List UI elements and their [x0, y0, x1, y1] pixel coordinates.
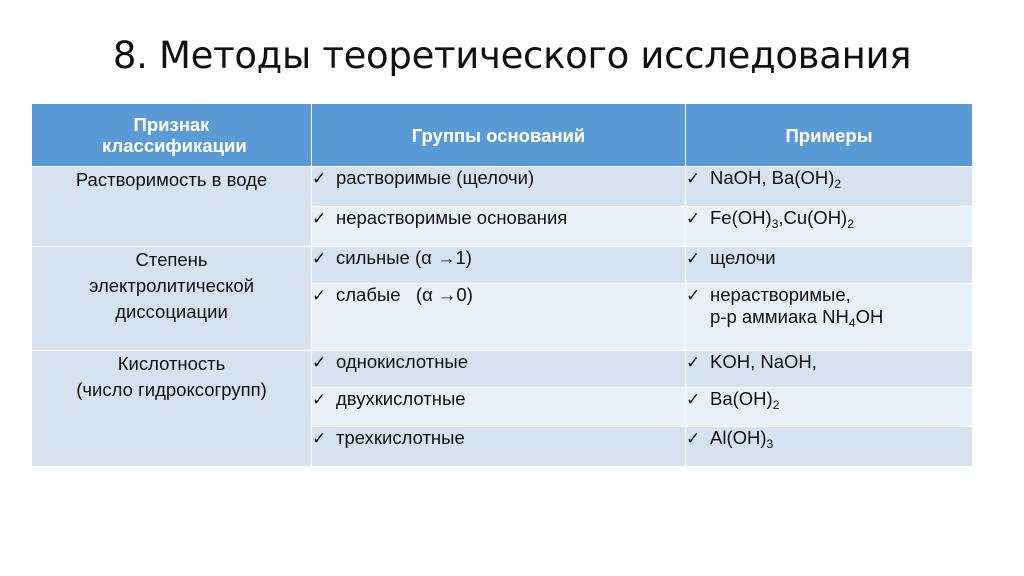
header-examples: Примеры [686, 104, 973, 167]
checkmark-icon: ✓ [686, 390, 701, 409]
checkmark-icon: ✓ [686, 249, 701, 268]
example-text: Al(OH) [710, 427, 767, 448]
example-text: OH [855, 306, 884, 327]
example-cell [686, 247, 973, 284]
criterion-line: диссоциации [115, 301, 228, 322]
criterion-line: электролитической [88, 275, 255, 296]
criterion-line: (число гидроксогрупп) [76, 379, 267, 400]
checkmark-icon: ✓ [686, 169, 701, 188]
example-subscript: 2 [772, 398, 780, 412]
example-text: KOH, NaOH, [710, 351, 817, 372]
checkmark-icon: ✓ [312, 209, 327, 228]
example-text: нерастворимые, [710, 284, 851, 305]
group-text: слабые (α →0) [336, 284, 473, 305]
example-cell [686, 427, 973, 467]
example-subscript: 2 [834, 177, 842, 191]
group-text: сильные (α →1) [336, 247, 472, 268]
example-text: NaOH, Ba(OH) [710, 167, 835, 188]
example-text: Ba(OH) [710, 388, 773, 409]
table-row [32, 167, 973, 207]
example-text: щелочи [710, 247, 776, 268]
header-criterion: Признак классификации [32, 104, 312, 167]
group-text: однокислотные [336, 351, 469, 372]
checkmark-icon: ✓ [686, 353, 701, 372]
checkmark-icon: ✓ [312, 390, 327, 409]
checkmark-icon: ✓ [312, 353, 327, 372]
example-subscript: 2 [847, 217, 854, 231]
example-text: ,Cu(OH) [778, 207, 848, 228]
example-text: Fe(OH) [710, 207, 772, 228]
group-text: нерастворимые основания [336, 207, 568, 228]
group-cell [312, 351, 686, 388]
group-cell [312, 427, 686, 467]
example-subscript: 3 [766, 437, 774, 451]
criterion-acidity [32, 351, 312, 467]
slide-title: 8. Методы теоретического исследования [112, 34, 912, 77]
group-cell [312, 247, 686, 284]
example-cell [686, 207, 973, 247]
group-cell [312, 388, 686, 427]
checkmark-icon: ✓ [312, 249, 327, 268]
criterion-solubility [32, 167, 312, 247]
example-cell [686, 388, 973, 427]
group-cell [312, 284, 686, 351]
group-text: растворимые (щелочи) [336, 167, 535, 188]
checkmark-icon: ✓ [686, 209, 701, 228]
criterion-dissociation [32, 247, 312, 351]
header-row [32, 104, 973, 167]
checkmark-icon: ✓ [686, 286, 701, 305]
criterion-line: Степень [135, 249, 208, 270]
classification-table [31, 103, 973, 467]
checkmark-icon: ✓ [312, 429, 327, 448]
group-text: трехкислотные [336, 427, 465, 448]
example-subscript: 3 [771, 217, 779, 231]
table-row [32, 247, 973, 284]
example-cell [686, 284, 973, 351]
criterion-line: Кислотность [117, 353, 226, 374]
checkmark-icon: ✓ [686, 429, 701, 448]
criterion-line: Растворимость в воде [75, 169, 268, 190]
group-cell [312, 207, 686, 247]
checkmark-icon: ✓ [312, 169, 327, 188]
checkmark-icon: ✓ [312, 286, 327, 305]
example-lines [710, 284, 883, 328]
example-text: р-р аммиака NH [710, 306, 849, 327]
group-text: двухкислотные [336, 388, 466, 409]
table-row [32, 351, 973, 388]
example-subscript: 4 [848, 316, 856, 330]
example-cell [686, 351, 973, 388]
header-groups: Группы оснований [312, 104, 686, 167]
example-cell [686, 167, 973, 207]
group-cell [312, 167, 686, 207]
